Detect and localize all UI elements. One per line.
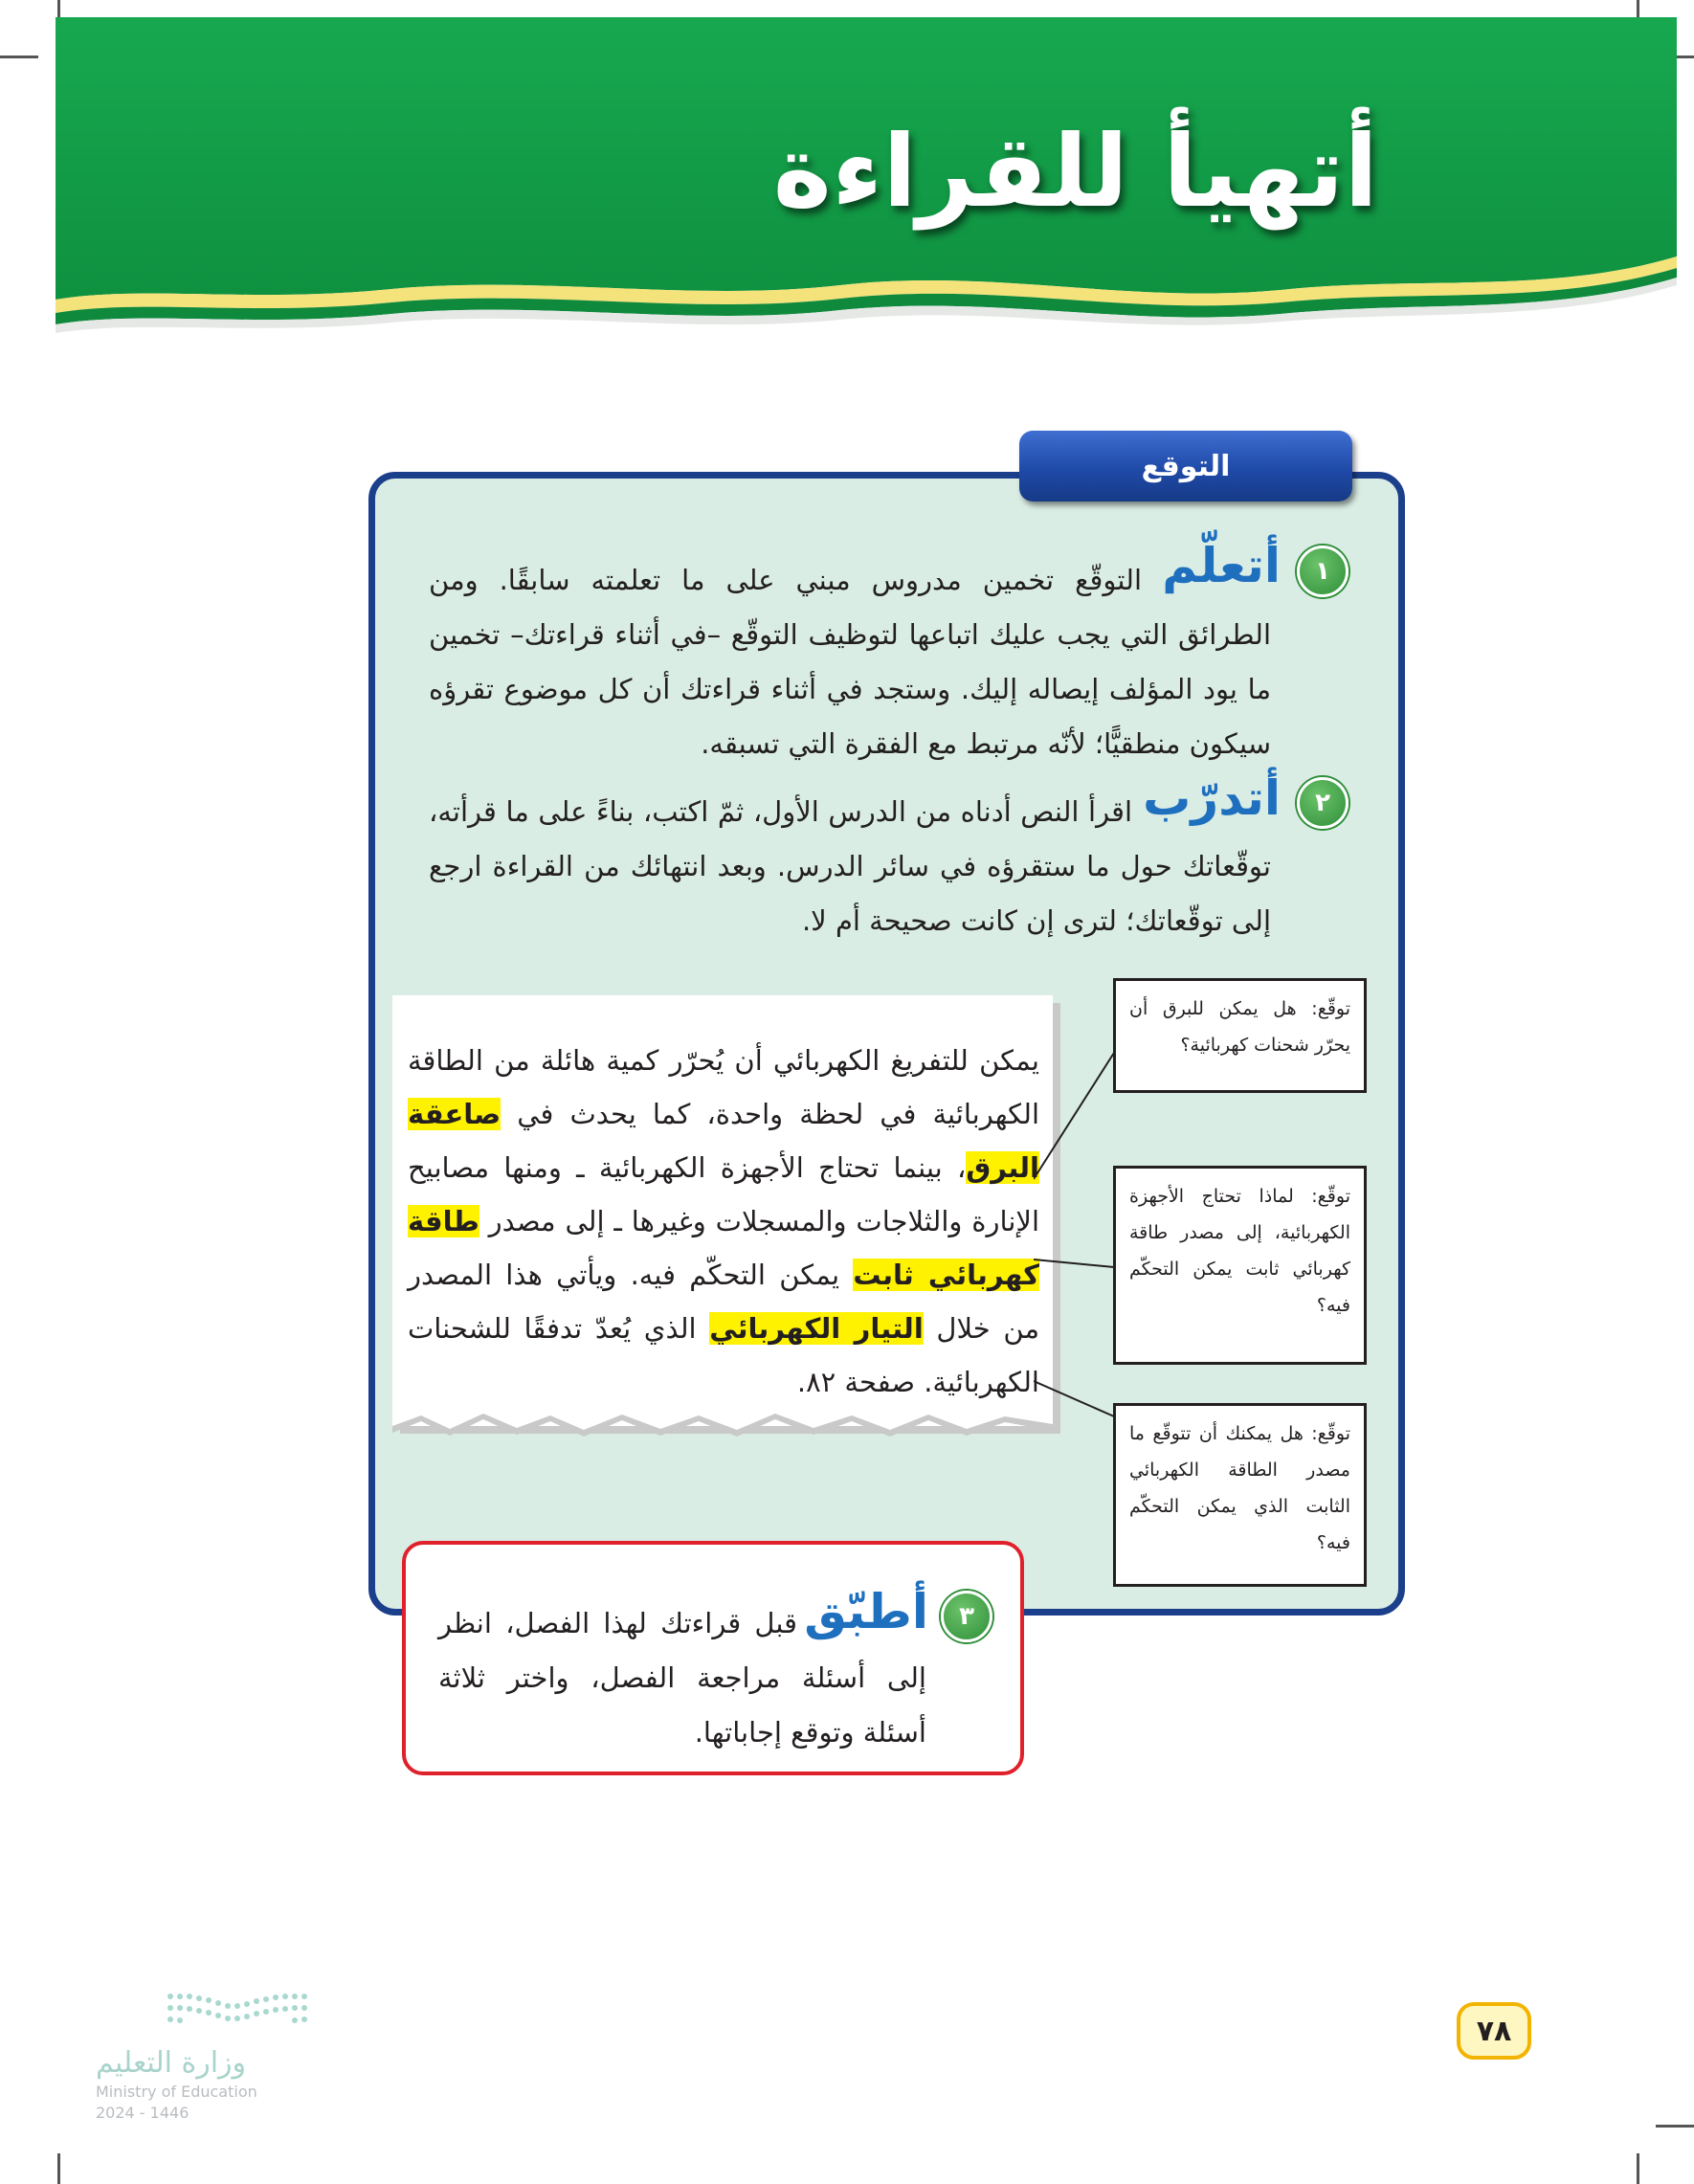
crop-mark [57,2153,60,2184]
section-tab: التوقع [1019,431,1352,501]
reading-passage [408,1034,1039,1409]
apply-text [438,1596,926,1760]
ministry-logo-dots [163,1991,316,2029]
practice-text-body: اقرأ النص أدناه من الدرس الأول، ثمّ اكتب، بناءً على ما قرأته، توقّعاتك حول ما ستقرؤه في سائر الدرس. وبعد انتهائك من القراءة ارجع إلى توقّعاتك؛ لترى إن كانت صحيحة أم لا. [429,795,1271,937]
step-number-3: ٣ [941,1591,992,1642]
passage-part-4: الذي يُعدّ تدفقًا للشحنات الكهربائية. صفحة ٨٢. [408,1312,1039,1398]
ministry-name-ar: وزارة التعليم [96,2046,247,2080]
highlight-lightning: صاعقة البرق [408,1098,1039,1184]
crop-mark [1656,2125,1694,2128]
highlight-electric-current: التيار الكهربائي [709,1312,924,1345]
learn-text-body: التوقّع تخمين مدروس مبني على ما تعلمته سابقًا. ومن الطرائق التي يجب عليك اتباعها لتوظيف التوقّع –في أثناء قراءتك– تخمين ما يود المؤلف إيصاله إليك. وستجد في أثناء قراءتك أن كل موضوع تقرؤه سيكون منطقيًّا؛ لأنّه مرتبط مع الفقرة التي تسبقه. [429,564,1271,760]
learn-heading: أتعلّم [1162,538,1281,593]
passage-part-3: يمكن التحكّم فيه. ويأتي هذا المصدر من خلال [408,1259,1039,1345]
step-number-2: ٢ [1297,777,1349,829]
passage-part-2: ، بينما تحتاج الأجهزة الكهربائية ـ ومنها مصابيح الإنارة والثلاجات والمسجلات وغيرها ـ إلى مصدر [408,1151,1039,1237]
practice-text [429,785,1271,948]
page-number: ٧٨ [1457,2002,1531,2060]
highlight-steady-source: طاقة كهربائي ثابت [408,1205,1039,1291]
crop-mark [1637,2153,1639,2184]
practice-heading: أتدرّب [1143,770,1281,826]
ministry-year: 2024 - 1446 [96,2104,189,2122]
page-title: أتهيأ للقراءة [772,113,1378,230]
apply-heading: أطبّق [804,1584,928,1639]
crop-mark [0,56,38,58]
learn-text [429,553,1271,771]
prediction-box-2: توقّع: لماذا تحتاج الأجهزة الكهربائية، إلى مصدر طاقة كهربائي ثابت يمكن التحكّم فيه؟ [1113,1166,1367,1365]
ministry-name-en: Ministry of Education [96,2083,257,2101]
passage-part-1: يمكن للتفريغ الكهربائي أن يُحرّر كمية هائلة من الطاقة الكهربائية في لحظة واحدة، كما يحدث في [408,1044,1039,1130]
apply-text-body: قبل قراءتك لهذا الفصل، انظر إلى أسئلة مراجعة الفصل، واختر ثلاثة أسئلة وتوقع إجاباتها. [438,1607,926,1749]
prediction-box-1: توقّع: هل يمكن للبرق أن يحرّر شحنات كهربائية؟ [1113,978,1367,1093]
step-number-1: ١ [1297,546,1349,597]
torn-edge [392,1412,1062,1450]
prediction-box-3: توقّع: هل يمكنك أن تتوقّع ما مصدر الطاقة الكهربائي الثابت الذي يمكن التحكّم فيه؟ [1113,1403,1367,1587]
